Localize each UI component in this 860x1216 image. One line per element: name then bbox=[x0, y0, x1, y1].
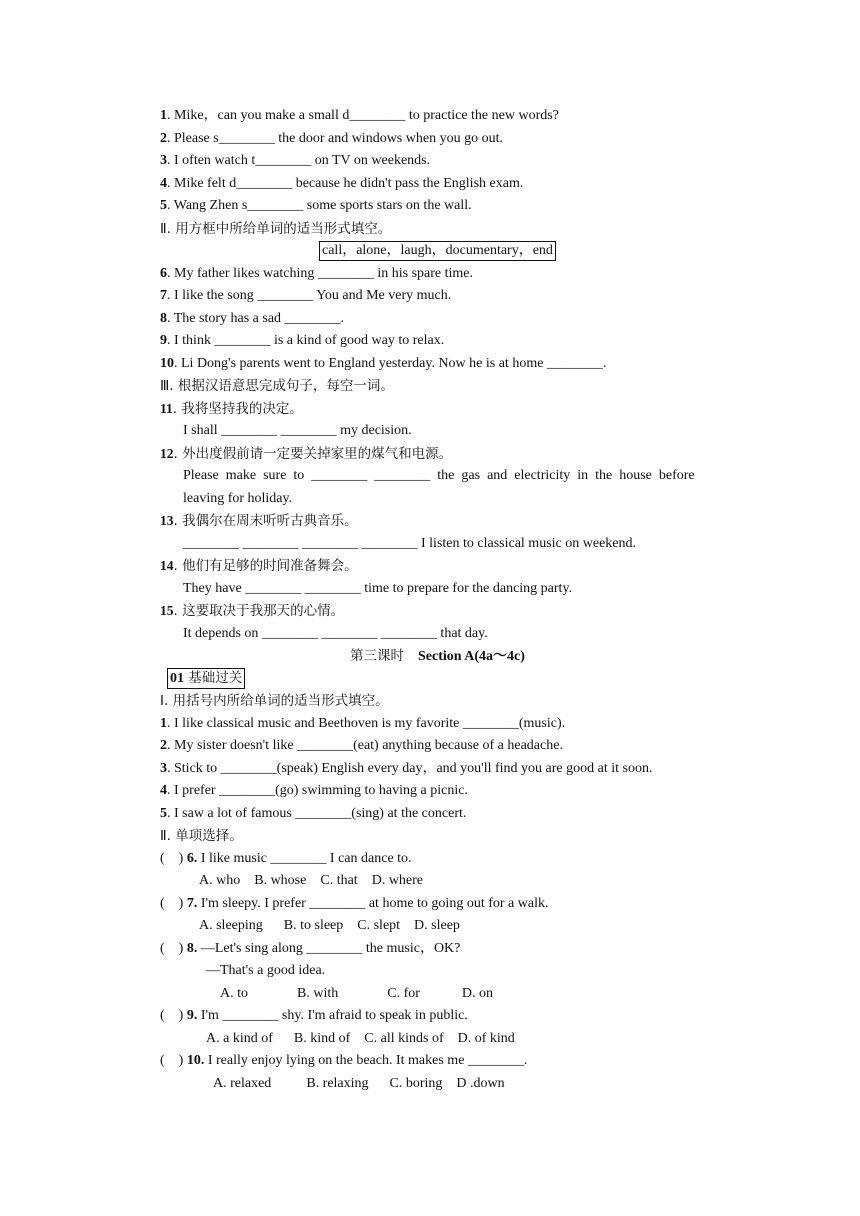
mc-options-8: A. to B. with C. for D. on bbox=[220, 985, 494, 1001]
part1-question-3: 3. Stick to ________(speak) English every day，and you'll find you are good at it soon. bbox=[160, 760, 653, 776]
part1-question-2: 2. My sister doesn't like ________(eat) anything because of a headache. bbox=[160, 738, 563, 753]
basics-label: 01 基础过关 bbox=[167, 668, 245, 689]
word-box-line bbox=[0, 240, 860, 263]
part1-question-4: 4. I prefer ________(go) swimming to having a picnic. bbox=[160, 783, 468, 798]
question-5: 5. Wang Zhen s________ some sports stars on the wall. bbox=[160, 198, 472, 213]
question-8: 8. The story has a sad ________. bbox=[160, 310, 345, 326]
lesson-title: 第三课时 Section A(4a～4c) bbox=[350, 648, 525, 664]
mc-options-6: A. who B. whose C. that D. where bbox=[199, 873, 424, 888]
part1-question-1: 1. I like classical music and Beethoven is my favorite ________(music). bbox=[160, 715, 566, 731]
part1-heading: Ⅰ. 用括号内所给单词的适当形式填空。 bbox=[160, 693, 389, 709]
question-12-chinese: 12. 外出度假前请一定要关掉家里的煤气和电源。 bbox=[160, 445, 453, 462]
word-box: call，alone，laugh，documentary，end bbox=[319, 241, 556, 261]
part1-question-5: 5. I saw a lot of famous ________(sing) at the concert. bbox=[160, 805, 467, 821]
question-13-answer: ________ ________ ________ ________ I listen to classical music on weekend. bbox=[183, 535, 636, 551]
question-2: 2. Please s________ the door and windows when you go out. bbox=[160, 130, 503, 146]
question-15-answer: It depends on ________ ________ ________ that day. bbox=[183, 625, 488, 641]
question-4: 4. Mike felt d________ because he didn't pass the English exam. bbox=[160, 175, 524, 191]
question-6: 6. My father likes watching ________ in his spare time. bbox=[160, 265, 473, 281]
question-13-chinese: 13. 我偶尔在周末听听古典音乐。 bbox=[160, 513, 358, 529]
question-15-chinese: 15. 这要取决于我那天的心情。 bbox=[160, 603, 345, 619]
mc-options-10: A. relaxed B. relaxing C. boring D .down bbox=[213, 1075, 505, 1091]
section-heading-3: Ⅲ. 根据汉语意思完成句子，每空一词。 bbox=[160, 378, 394, 394]
part2-heading: Ⅱ. 单项选择。 bbox=[160, 828, 243, 844]
mc-question-6: ( ) 6. I like music ________ I can dance to. bbox=[160, 850, 412, 866]
question-10: 10. Li Dong's parents went to England yesterday. Now he is at home ________. bbox=[160, 355, 607, 371]
worksheet-page bbox=[0, 105, 860, 1095]
question-7: 7. I like the song ________ You and Me very much. bbox=[160, 288, 452, 303]
mc-options-7: A. sleeping B. to sleep C. slept D. sleep bbox=[199, 918, 460, 933]
mc-question-7: ( ) 7. I'm sleepy. I prefer ________ at home to going out for a walk. bbox=[160, 895, 549, 911]
mc-question-9: ( ) 9. I'm ________ shy. I'm afraid to speak in public. bbox=[160, 1008, 468, 1023]
question-9: 9. I think ________ is a kind of good way to relax. bbox=[160, 333, 445, 348]
question-1: 1. Mike，can you make a small d________ to practice the new words? bbox=[160, 108, 559, 123]
question-14-answer: They have ________ ________ time to prepare for the dancing party. bbox=[183, 580, 573, 596]
section-heading-2: Ⅱ. 用方框中所给单词的适当形式填空。 bbox=[160, 220, 392, 237]
mc-question-10: ( ) 10. I really enjoy lying on the beach. It makes me ________. bbox=[160, 1053, 528, 1068]
question-12-answer: Please make sure to ________ ________ the gas and electricity in the house before bbox=[183, 468, 695, 483]
question-14-chinese: 14. 他们有足够的时间准备舞会。 bbox=[160, 558, 358, 574]
question-3: 3. I often watch t________ on TV on weekends. bbox=[160, 153, 431, 168]
mc-options-9: A. a kind of B. kind of C. all kinds of D. of kind bbox=[206, 1030, 515, 1046]
basics-label-line bbox=[0, 668, 860, 691]
mc-reply-8: —That's a good idea. bbox=[206, 963, 326, 978]
question-12-answer-cont: leaving for holiday. bbox=[183, 490, 293, 506]
question-11-chinese: 11. 我将坚持我的决定。 bbox=[160, 400, 303, 417]
question-11-answer: I shall ________ ________ my decision. bbox=[183, 423, 412, 438]
mc-question-8: ( ) 8. —Let's sing along ________ the music，OK? bbox=[160, 940, 461, 956]
